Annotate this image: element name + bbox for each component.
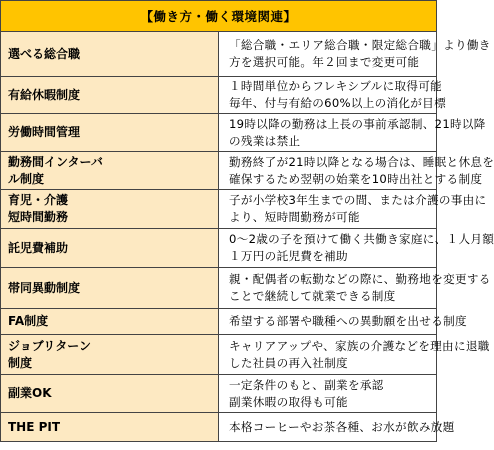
- row-description: [219, 309, 467, 335]
- row-label-line: 託児費補助: [8, 240, 69, 255]
- row-label: [1, 375, 219, 413]
- row-label: [1, 114, 219, 152]
- row-description-line: 毎年、付与有給の60%以上の消化が目標: [229, 96, 446, 110]
- table-row: [1, 268, 437, 309]
- row-label-line: THE PIT: [8, 419, 61, 434]
- row-description-line: 子が小学校3年生までの間、または介護の事由に: [229, 193, 487, 207]
- row-description: [219, 413, 455, 442]
- table-row: [1, 309, 437, 335]
- row-label-line: ル制度: [8, 171, 45, 186]
- row-label-line: ジョブリターン: [8, 338, 92, 353]
- row-description-line: 勤務終了が21時以降となる場合は、睡眠と休息を: [229, 154, 494, 169]
- row-label-line: 育児・介護: [8, 193, 69, 207]
- row-description: [219, 229, 494, 268]
- table-row: [1, 229, 437, 268]
- row-label-line: 副業OK: [8, 386, 52, 400]
- table-row: [1, 335, 437, 375]
- row-label: [1, 309, 219, 335]
- row-description: [219, 190, 487, 229]
- row-label: [1, 32, 219, 77]
- row-label-line: FA制度: [8, 314, 49, 328]
- table-row: [1, 413, 437, 442]
- row-description-line: 親・配偶者の転勤などの際に、勤務地を変更する: [229, 272, 491, 286]
- table-row: [1, 190, 437, 229]
- row-label-line: 勤務間インターバ: [8, 154, 103, 169]
- row-description: [219, 375, 437, 413]
- row-label-line: 短時間勤務: [8, 210, 69, 224]
- table-row: [1, 114, 437, 152]
- table-row: [1, 375, 437, 413]
- row-description-line: ことで継続して就業できる制度: [229, 289, 396, 303]
- row-label: [1, 152, 219, 190]
- row-description-line: 本格コーヒーやお茶各種、お水が飲み放題: [229, 419, 455, 434]
- row-label-line: 有給休暇制度: [8, 87, 81, 102]
- row-label: [1, 268, 219, 309]
- row-description-line: キャリアアップや、家族の介護などを理由に退職: [229, 338, 490, 353]
- row-description: [219, 152, 494, 190]
- row-description-line: より、短時間勤務が可能: [229, 210, 360, 224]
- row-description-line: 副業休暇の取得も可能: [229, 394, 348, 409]
- row-description-line: した社員の再入社制度: [229, 355, 348, 370]
- row-label-line: 労働時間管理: [8, 125, 81, 139]
- row-description-line: 希望する部署や職種への異動願を出せる制度: [229, 314, 467, 328]
- row-label-line: 帯同異動制度: [8, 280, 81, 295]
- row-description: [219, 77, 446, 114]
- row-description-line: 「総合職・エリア総合職・限定総合職」より働き: [229, 38, 491, 52]
- row-description-line: 方を選択可能。年２回まで変更可能: [229, 55, 420, 69]
- row-label: [1, 77, 219, 114]
- row-label: [1, 229, 219, 268]
- row-description-line: 確保するため翌朝の始業を10時出社とする制度: [229, 171, 483, 186]
- table-title: 【働き方・働く環境関連】: [1, 1, 437, 32]
- row-description: [219, 268, 491, 309]
- row-description-line: 19時以降の勤務は上長の事前承認制、21時以降: [229, 116, 486, 131]
- table-header-row: [1, 1, 437, 32]
- row-description-line: 一定条件のもと、副業を承認: [229, 377, 384, 392]
- row-label: [1, 190, 219, 229]
- row-description-line: １時間単位からフレキシブルに取得可能: [229, 79, 443, 93]
- row-description: [219, 335, 490, 375]
- table-row: [1, 77, 437, 114]
- row-description-line: １万円の託児費を補助: [229, 249, 348, 263]
- table-row: [1, 32, 437, 77]
- table-row: [1, 152, 437, 190]
- row-description: [219, 32, 491, 77]
- row-description-line: の残業は禁止: [229, 133, 301, 148]
- row-label: [1, 413, 219, 442]
- row-label-line: 制度: [8, 355, 33, 370]
- row-description: [219, 114, 486, 152]
- row-label-line: 選べる総合職: [8, 46, 81, 61]
- row-label: [1, 335, 219, 375]
- row-description-line: 0～2歳の子を預けて働く共働き家庭に、１人月額: [229, 232, 494, 246]
